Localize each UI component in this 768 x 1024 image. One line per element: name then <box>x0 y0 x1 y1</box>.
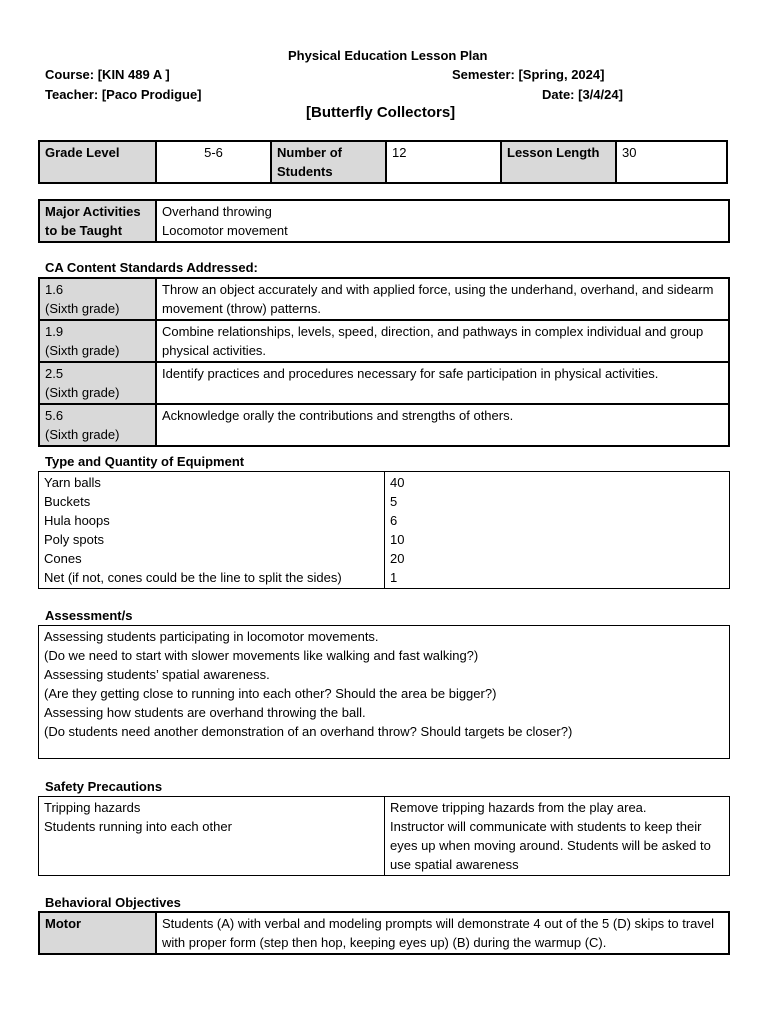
table-row <box>39 320 729 362</box>
standard-code: 1.6 <box>45 282 64 297</box>
table-row <box>39 362 729 404</box>
safety-measures <box>385 797 730 876</box>
hazard-item: Students running into each other <box>44 819 232 834</box>
standard-code-cell <box>39 278 156 320</box>
teacher-label: Teacher: [Paco Prodigue] <box>45 87 202 102</box>
grade-level-label: Grade Level <box>39 141 156 183</box>
assessment-cell <box>39 626 730 759</box>
list-item: Cones <box>44 551 82 566</box>
assessment-line: (Are they getting close to running into each other? Should the area be bigger?) <box>44 686 497 701</box>
quantity: 1 <box>390 570 398 585</box>
list-item: Yarn balls <box>44 475 101 490</box>
assessment-line: (Do students need another demonstration of an overhand throw? Should targets be closer?) <box>44 724 573 739</box>
number-of-students-label: Number of Students <box>271 141 386 183</box>
quantity: 40 <box>390 475 405 490</box>
quantity: 6 <box>390 513 398 528</box>
standard-text: Identify practices and procedures necessary for safe participation in physical activities. <box>156 362 729 404</box>
quantity: 20 <box>390 551 405 566</box>
assessment-table <box>38 625 730 759</box>
quantity: 5 <box>390 494 398 509</box>
standard-grade: (Sixth grade) <box>45 301 120 316</box>
lesson-title: [Butterfly Collectors] <box>306 104 456 121</box>
semester-label: Semester: [Spring, 2024] <box>452 67 605 82</box>
lesson-length-value: 30 <box>616 141 727 183</box>
major-activities-label: Major Activities to be Taught <box>39 200 156 242</box>
standards-table <box>38 277 730 447</box>
standard-grade: (Sixth grade) <box>45 427 120 442</box>
quantity: 10 <box>390 532 405 547</box>
standard-code: 1.9 <box>45 324 64 339</box>
safety-hazards <box>39 797 385 876</box>
measure-item: Remove tripping hazards from the play area. <box>390 800 647 815</box>
equipment-items <box>39 472 385 589</box>
safety-heading: Safety Precautions <box>45 779 163 794</box>
document-title: Physical Education Lesson Plan <box>288 48 488 63</box>
standard-code-cell <box>39 362 156 404</box>
motor-objective: Students (A) with verbal and modeling prompts will demonstrate 4 out of the 5 (D) skips to travel with proper form (step then hop, keeping eyes up) (B) during the warmup (C). <box>156 912 729 954</box>
assessment-line: Assessing students participating in locomotor movements. <box>44 629 379 644</box>
equipment-quantities <box>385 472 730 589</box>
equipment-heading: Type and Quantity of Equipment <box>45 454 245 469</box>
standard-grade: (Sixth grade) <box>45 385 120 400</box>
course-label: Course: [KIN 489 A ] <box>45 67 170 82</box>
assessment-line: (Do we need to start with slower movements like walking and fast walking?) <box>44 648 479 663</box>
major-activities-table <box>38 199 730 243</box>
standard-text: Combine relationships, levels, speed, direction, and pathways in complex individual and group physical activities. <box>156 320 729 362</box>
measure-item: Instructor will communicate with students to keep their eyes up when moving around. Students will be asked to use spatial awareness <box>390 819 711 872</box>
lesson-length-label: Lesson Length <box>501 141 616 183</box>
table-row <box>39 278 729 320</box>
standard-text: Throw an object accurately and with applied force, using the underhand, overhand, and sidearm movement (throw) patterns. <box>156 278 729 320</box>
list-item: Net (if not, cones could be the line to split the sides) <box>44 570 342 585</box>
lesson-info-table <box>38 140 728 184</box>
date-label: Date: [3/4/24] <box>542 87 623 102</box>
motor-label: Motor <box>39 912 156 954</box>
standard-code: 5.6 <box>45 408 64 423</box>
major-activities-list <box>156 200 729 242</box>
standard-code: 2.5 <box>45 366 64 381</box>
standard-code-cell <box>39 404 156 446</box>
equipment-table <box>38 471 730 589</box>
behavioral-heading: Behavioral Objectives <box>45 895 181 910</box>
assessment-heading: Assessment/s <box>45 608 133 623</box>
list-item: Buckets <box>44 494 91 509</box>
standard-grade: (Sixth grade) <box>45 343 120 358</box>
number-of-students-value: 12 <box>386 141 501 183</box>
major-activity-item: Overhand throwing <box>162 204 272 219</box>
standard-code-cell <box>39 320 156 362</box>
behavioral-table <box>38 911 730 955</box>
major-activity-item: Locomotor movement <box>162 223 288 238</box>
safety-table <box>38 796 730 876</box>
grade-level-value: 5-6 <box>156 141 271 183</box>
list-item: Poly spots <box>44 532 104 547</box>
standard-text: Acknowledge orally the contributions and strengths of others. <box>156 404 729 446</box>
assessment-line: Assessing students’ spatial awareness. <box>44 667 270 682</box>
assessment-line: Assessing how students are overhand throwing the ball. <box>44 705 366 720</box>
standards-heading: CA Content Standards Addressed: <box>45 260 258 275</box>
list-item: Hula hoops <box>44 513 110 528</box>
hazard-item: Tripping hazards <box>44 800 141 815</box>
table-row <box>39 404 729 446</box>
